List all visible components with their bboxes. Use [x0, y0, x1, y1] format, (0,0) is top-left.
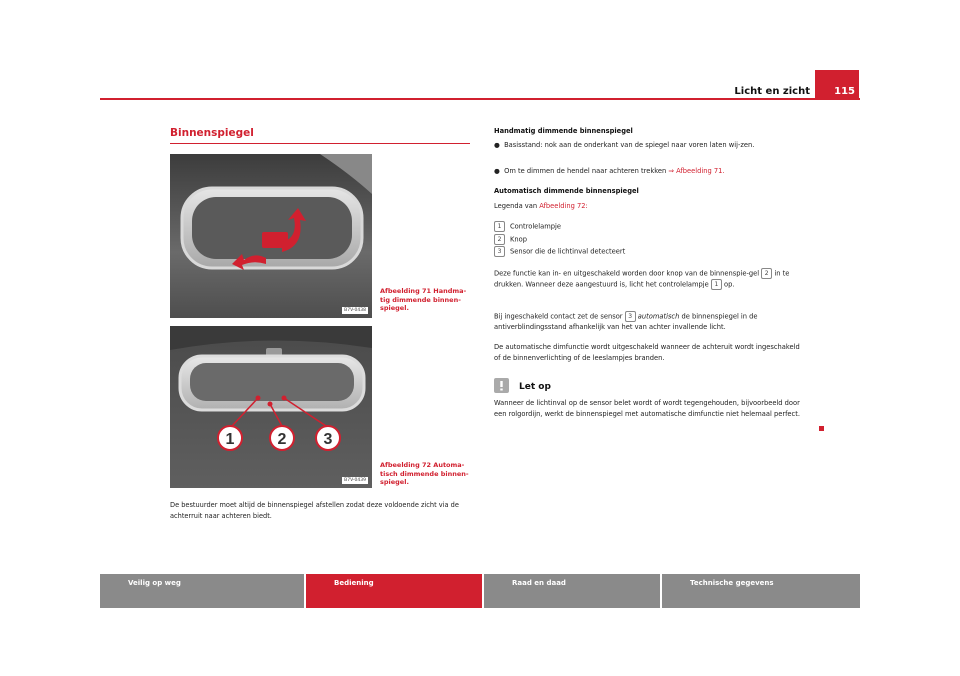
footer-tab-veilig-op-weg[interactable]: Veilig op weg: [100, 574, 304, 608]
manual-mirror-illustration: [170, 154, 372, 318]
page-header-title: Licht en zicht: [734, 86, 810, 97]
disable-paragraph: De automatische dimfunctie wordt uitgeschakeld wanneer de achteruit wordt ingeschakeld of de binnenverlichting of de leeslampjes branden.: [494, 343, 800, 362]
legend-item: 2 Knop: [494, 234, 800, 247]
figure-72-reference[interactable]: Afbeelding 72:: [539, 202, 588, 210]
footer-tab-technische-gegevens[interactable]: Technische gegevens: [662, 574, 860, 608]
inline-number-badge: 2: [761, 268, 772, 279]
auto-heading: Automatisch dimmende binnenspiegel: [494, 187, 639, 195]
manual-heading: Handmatig dimmende binnenspiegel: [494, 127, 633, 135]
inline-number-badge: 1: [711, 279, 722, 290]
figure-72-caption: Afbeelding 72 Automa-tisch dimmende binnen-spiegel.: [380, 461, 469, 486]
callout-2: [270, 426, 294, 450]
legend-item: 1 Controlelampje: [494, 221, 800, 234]
legend-number: 1: [494, 221, 505, 232]
figure-71-photo: [170, 154, 372, 318]
footer-tab-bediening[interactable]: Bediening: [306, 574, 482, 608]
note-icon: [494, 378, 509, 393]
figure-72-photo: [170, 326, 372, 488]
auto-dimming-mirror-illustration: [170, 326, 372, 488]
inline-number-badge: 3: [625, 311, 636, 322]
mirror-adjust-paragraph: De bestuurder moet altijd de binnenspiegel afstellen zodat deze voldoende zicht via de achterruit naar achteren biedt.: [170, 501, 459, 520]
header-rule: [100, 98, 860, 100]
legend-intro: Legenda van Afbeelding 72:: [494, 202, 588, 210]
note-title: Let op: [519, 382, 551, 392]
callout-1: [218, 426, 242, 450]
legend-number: 2: [494, 234, 505, 245]
bullet-dim: ● Om te dimmen de hendel naar achteren trekken ⇒ Afbeelding 71.: [494, 167, 725, 175]
page-number: 115: [834, 86, 855, 97]
section-title: Binnenspiegel: [170, 127, 254, 139]
section-rule: [170, 143, 470, 144]
svg-text:1: 1: [225, 431, 235, 448]
callout-3: [316, 426, 340, 450]
sensor-paragraph: Bij ingeschakeld contact zet de sensor 3 automatisch de binnenspiegel in de antiverblindingsstand afhankelijk van het van achter invallende licht.: [494, 312, 758, 331]
toggle-paragraph: Deze functie kan in- en uitgeschakeld worden door knop van de binnenspie-gel 2 in te drukken. Wanneer deze aangestuurd is, licht het controlelampje 1 op.: [494, 269, 790, 289]
section-end-mark: [819, 426, 824, 431]
svg-text:2: 2: [277, 431, 287, 448]
figure-71-caption: Afbeelding 71 Handma-tig dimmende binnen-spiegel.: [380, 287, 467, 312]
note-text: Wanneer de lichtinval op de sensor belet wordt of wordt tegengehouden, bijvoorbeeld door een rolgordijn, werkt de binnenspiegel met automatische dimfunctie niet helemaal perfect.: [494, 399, 800, 418]
figure-71-reference[interactable]: ⇒ Afbeelding 71.: [668, 167, 725, 175]
legend-list: [494, 221, 800, 259]
bullet-basic-position: ● Basisstand: nok aan de onderkant van de spiegel naar voren laten wij-zen.: [494, 141, 755, 149]
legend-number: 3: [494, 246, 505, 257]
footer-tab-raad-en-daad[interactable]: Raad en daad: [484, 574, 660, 608]
legend-item: 3 Sensor die de lichtinval detecteert: [494, 246, 800, 259]
svg-text:3: 3: [323, 431, 333, 448]
figure-72-code: B7V-0439: [344, 478, 366, 483]
figure-71-code: B7V-0438: [344, 308, 366, 313]
